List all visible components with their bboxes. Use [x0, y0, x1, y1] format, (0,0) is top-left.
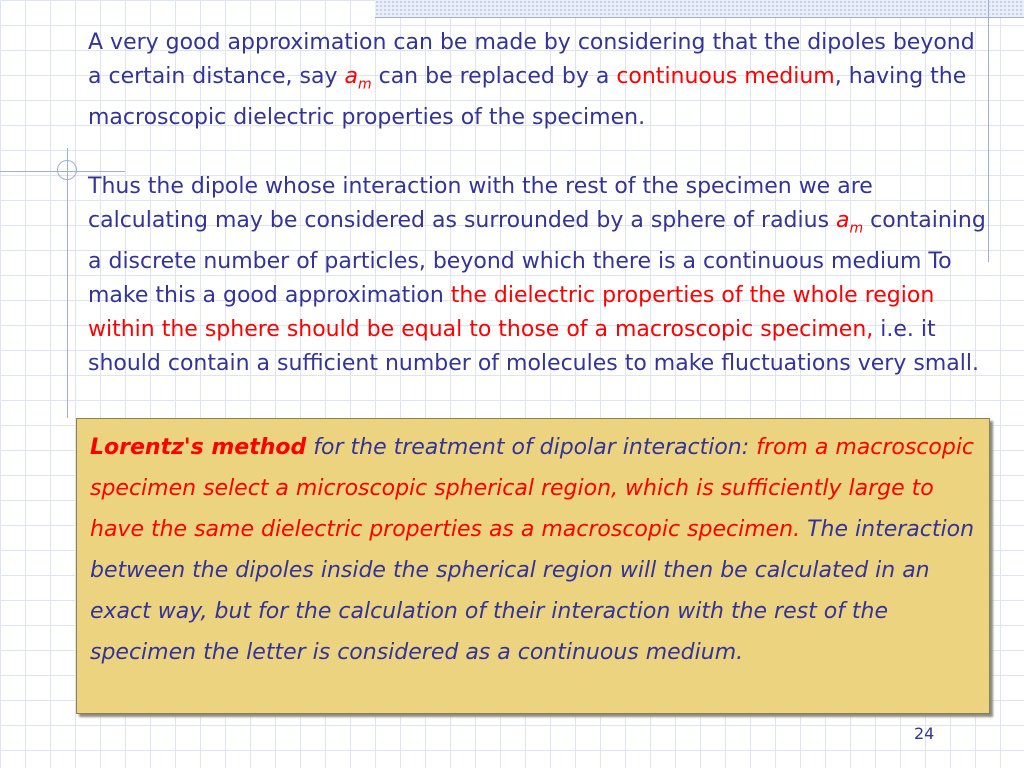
- para2-text-1: Thus the dipole whose interaction with the rest of the specimen we are calculating may be considered as surrounded by a sphere of radius: [88, 174, 873, 233]
- box-highlight: from a macroscopic specimen select a microscopic spherical region, which is sufficiently large to have the same dielectric properties as a macroscopic specimen.: [90, 435, 975, 542]
- para1-text-3: , having the macroscopic dielectric properties of the specimen.: [88, 64, 967, 131]
- para1-text-1: A very good approximation can be made by considering that the dipoles beyond a certain distance, say: [88, 30, 975, 89]
- decorative-circle: [57, 160, 77, 180]
- lorentz-method-box: [76, 418, 990, 714]
- symbol-a-m-2: [836, 208, 864, 237]
- lorentz-method-title: Lorentz's method: [90, 435, 307, 460]
- symbol-m-subscript: m: [357, 76, 372, 93]
- symbol-a-2: a: [836, 208, 850, 233]
- box-text-2: The interaction between the dipoles inside the spherical region will then be calculated in an exact way, but for the calculation of their interaction with the rest of the specimen the letter is considered as a continuous medium.: [90, 517, 975, 665]
- decorative-vertical-line-right: [988, 0, 989, 262]
- para2-text-2: containing a discrete number of particles, beyond which there is a continuous medium To make this a good approximation: [88, 208, 986, 309]
- para2-highlight: the dielectric properties of the whole region within the sphere should be equal to those of a macroscopic specimen,: [88, 283, 935, 343]
- box-text-1: for the treatment of dipolar interaction:: [306, 435, 757, 460]
- page-number: 24: [914, 724, 935, 743]
- decorative-vertical-line-left: [67, 148, 68, 418]
- symbol-a: a: [344, 64, 358, 89]
- symbol-a-m: [344, 64, 372, 93]
- header-pattern-band: [375, 0, 1024, 18]
- paragraph-sphere: [88, 170, 988, 381]
- para1-text-2: can be replaced by a: [371, 64, 617, 89]
- para1-highlight: continuous medium: [616, 64, 835, 89]
- paragraph-approximation: [88, 26, 988, 135]
- para2-text-3: i.e. it should contain a sufficient number of molecules to make fluctuations very small.: [88, 317, 979, 377]
- symbol-m-subscript-2: m: [849, 220, 864, 237]
